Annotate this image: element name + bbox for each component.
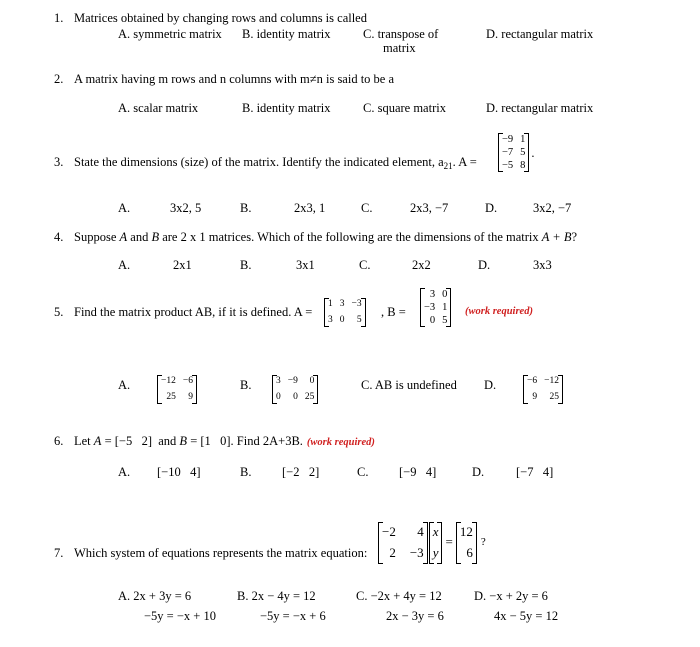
q7-option-d-line2: 4x − 5y = 12 [494,609,559,623]
q7-coefficient-matrix [378,522,428,564]
matrix-cell: 25 [304,391,315,402]
q5-option-b-label: B. [240,378,252,392]
q6-text-part: = [1 0]. Find 2A+3B. [187,434,303,448]
q1-option-b: B. identity matrix [242,27,331,41]
q6-option-b: [−2 2] [282,465,320,479]
matrix-cell: −9 [287,376,298,386]
q2-option-b: B. identity matrix [242,101,331,115]
q3-option-c: 2x3, −7 [410,201,449,215]
matrix-cell: 9 [532,391,538,402]
q4-option-b-label: B. [240,258,252,272]
question-4-text [74,230,577,244]
matrix-cell: −5 [502,160,514,172]
q7-matrix-equation [378,522,486,564]
question-6-text [74,434,375,449]
q3-option-c-label: C. [361,201,373,215]
matrix-cell: 3 [429,289,436,300]
q3-matrix-period: . [531,145,535,160]
matrix-cell: 6 [466,544,473,560]
q3-option-a-label: A. [118,201,131,215]
q4-text-part: are 2 x 1 matrices. Which of the following are the dimensions of the matrix [159,230,542,244]
question-1-text: Matrices obtained by changing rows and columns is called [74,11,367,25]
matrix-cell: 0 [429,315,436,327]
q3-option-d-label: D. [485,201,498,215]
q5-b-equals: , B = [381,305,406,319]
question-1-number: 1. [54,11,64,25]
matrix-cell: x [432,524,439,539]
matrix-cell: 5 [520,147,526,159]
q6-option-b-label: B. [240,465,252,479]
q7-option-b-line1: B. 2x − 4y = 12 [237,589,316,603]
question-3-text-main: State the dimensions (size) of the matrix. Identify the indicated element, a [74,155,444,169]
q2-option-a: A. scalar matrix [118,101,199,115]
q4-text-part: and [127,230,152,244]
q3-option-b-label: B. [240,201,252,215]
question-5-text: Find the matrix product AB, if it is defined. A = [74,305,313,319]
question-3-text [74,155,477,171]
matrix-cell: 2 [389,544,396,560]
question-3-text-after: . A = [452,155,477,169]
matrix-cell: −12 [544,376,559,386]
q5-option-a-grid [157,375,197,404]
matrix-cell: 4 [417,524,424,539]
q7-option-b-line2: −5y = −x + 6 [260,609,326,623]
matrix-cell: 3 [328,314,333,325]
matrix-cell: 1 [442,302,448,314]
q4-option-d-label: D. [478,258,491,272]
q6-text-part: Let [74,434,94,448]
q4-question-mark: ? [571,230,578,244]
matrix-cell: 1 [520,134,526,145]
q4-var-b: B [151,230,160,244]
matrix-cell: −3 [351,299,362,309]
q4-text-part: Suppose [74,230,120,244]
q7-option-c-line2: 2x − 3y = 6 [386,609,444,623]
q5-matrix-a [324,298,366,327]
q4-option-a-label: A. [118,258,131,272]
matrix-cell: 0 [276,391,281,402]
matrix-cell: −3 [424,302,436,314]
q6-option-c: [−9 4] [399,465,437,479]
q5-option-d-grid [523,375,563,404]
matrix-cell: 8 [520,160,526,172]
q1-option-a: A. symmetric matrix [118,27,222,41]
q3-option-a: 3x2, 5 [170,201,202,215]
matrix-cell: −6 [182,376,193,386]
q5-option-b-matrix [272,375,318,404]
question-7-number: 7. [54,546,64,560]
q7-option-a-line1: A. 2x + 3y = 6 [118,589,192,603]
q3-matrix-grid [498,133,529,172]
matrix-cell: −12 [161,376,176,386]
q7-option-c-line1: C. −2x + 4y = 12 [356,589,442,603]
q4-option-a: 2x1 [173,258,192,272]
question-2-number: 2. [54,72,64,86]
matrix-cell: 3 [276,376,281,386]
q5-matrix-a-grid [324,298,366,327]
q6-option-a: [−10 4] [157,465,201,479]
matrix-cell: −2 [382,524,396,539]
matrix-cell: −7 [502,147,514,159]
q4-option-b: 3x1 [296,258,315,272]
q5-option-b-grid [272,375,318,404]
question-5-number: 5. [54,305,64,319]
matrix-cell: 3 [339,299,345,309]
matrix-cell: 1 [328,299,333,309]
matrix-cell: 9 [188,391,193,402]
q6-option-d: [−7 4] [516,465,554,479]
q6-option-c-label: C. [357,465,369,479]
question-7-text: Which system of equations represents the matrix equation: [74,546,368,560]
q5-option-a-label: A. [118,378,131,392]
matrix-cell: 5 [442,315,448,327]
q5-option-d-label: D. [484,378,497,392]
matrix-cell: y [432,544,439,560]
q1-option-d: D. rectangular matrix [486,27,594,41]
q7-question-mark: ? [480,536,486,549]
q2-option-d: D. rectangular matrix [486,101,594,115]
question-6-number: 6. [54,434,64,448]
q4-sum: A + B [541,230,572,244]
matrix-cell: 0 [309,376,315,386]
q3-option-b: 2x3, 1 [294,201,326,215]
question-3-number: 3. [54,155,64,169]
matrix-cell: 0 [339,314,345,325]
q7-variable-vector [429,522,443,564]
q5-option-d-matrix [523,375,563,404]
matrix-cell: 0 [293,391,298,402]
q6-option-d-label: D. [472,465,485,479]
q7-rhs-vector [456,522,477,564]
matrix-cell: 25 [166,391,176,402]
question-2-text: A matrix having m rows and n columns with m≠n is said to be a [74,72,395,86]
q5-matrix-b-grid [420,288,451,327]
q7-option-a-line2: −5y = −x + 10 [144,609,216,623]
matrix-cell: 25 [549,391,559,402]
q4-var-a: A [119,230,128,244]
q1-option-c: C. transpose of [363,27,439,41]
q6-text-part: = [−5 2] and [101,434,180,448]
q6-var-b: B [179,434,188,448]
q2-option-c: C. square matrix [363,101,446,115]
q5-work-required: (work required) [465,306,533,317]
q6-option-a-label: A. [118,465,131,479]
q3-option-d: 3x2, −7 [533,201,572,215]
q5-matrix-b [420,288,451,327]
q6-work-required: (work required) [306,437,375,448]
q4-option-c-label: C. [359,258,371,272]
q3-matrix [498,133,535,172]
q7-equals: = [445,534,453,550]
q1-option-c-cont: matrix [383,41,416,55]
question-3-subscript: 21 [443,161,453,171]
matrix-cell: 5 [356,314,362,325]
matrix-cell: 12 [459,524,473,539]
matrix-cell: 0 [442,289,448,300]
q6-var-a: A [93,434,102,448]
matrix-cell: −3 [409,544,424,560]
matrix-cell: −6 [527,376,538,386]
q5-option-c: C. AB is undefined [361,378,457,392]
q4-option-c: 2x2 [412,258,431,272]
q4-option-d: 3x3 [533,258,552,272]
q5-option-a-matrix [157,375,197,404]
question-4-number: 4. [54,230,64,244]
matrix-cell: −9 [502,134,514,145]
q7-option-d-line1: D. −x + 2y = 6 [474,589,548,603]
